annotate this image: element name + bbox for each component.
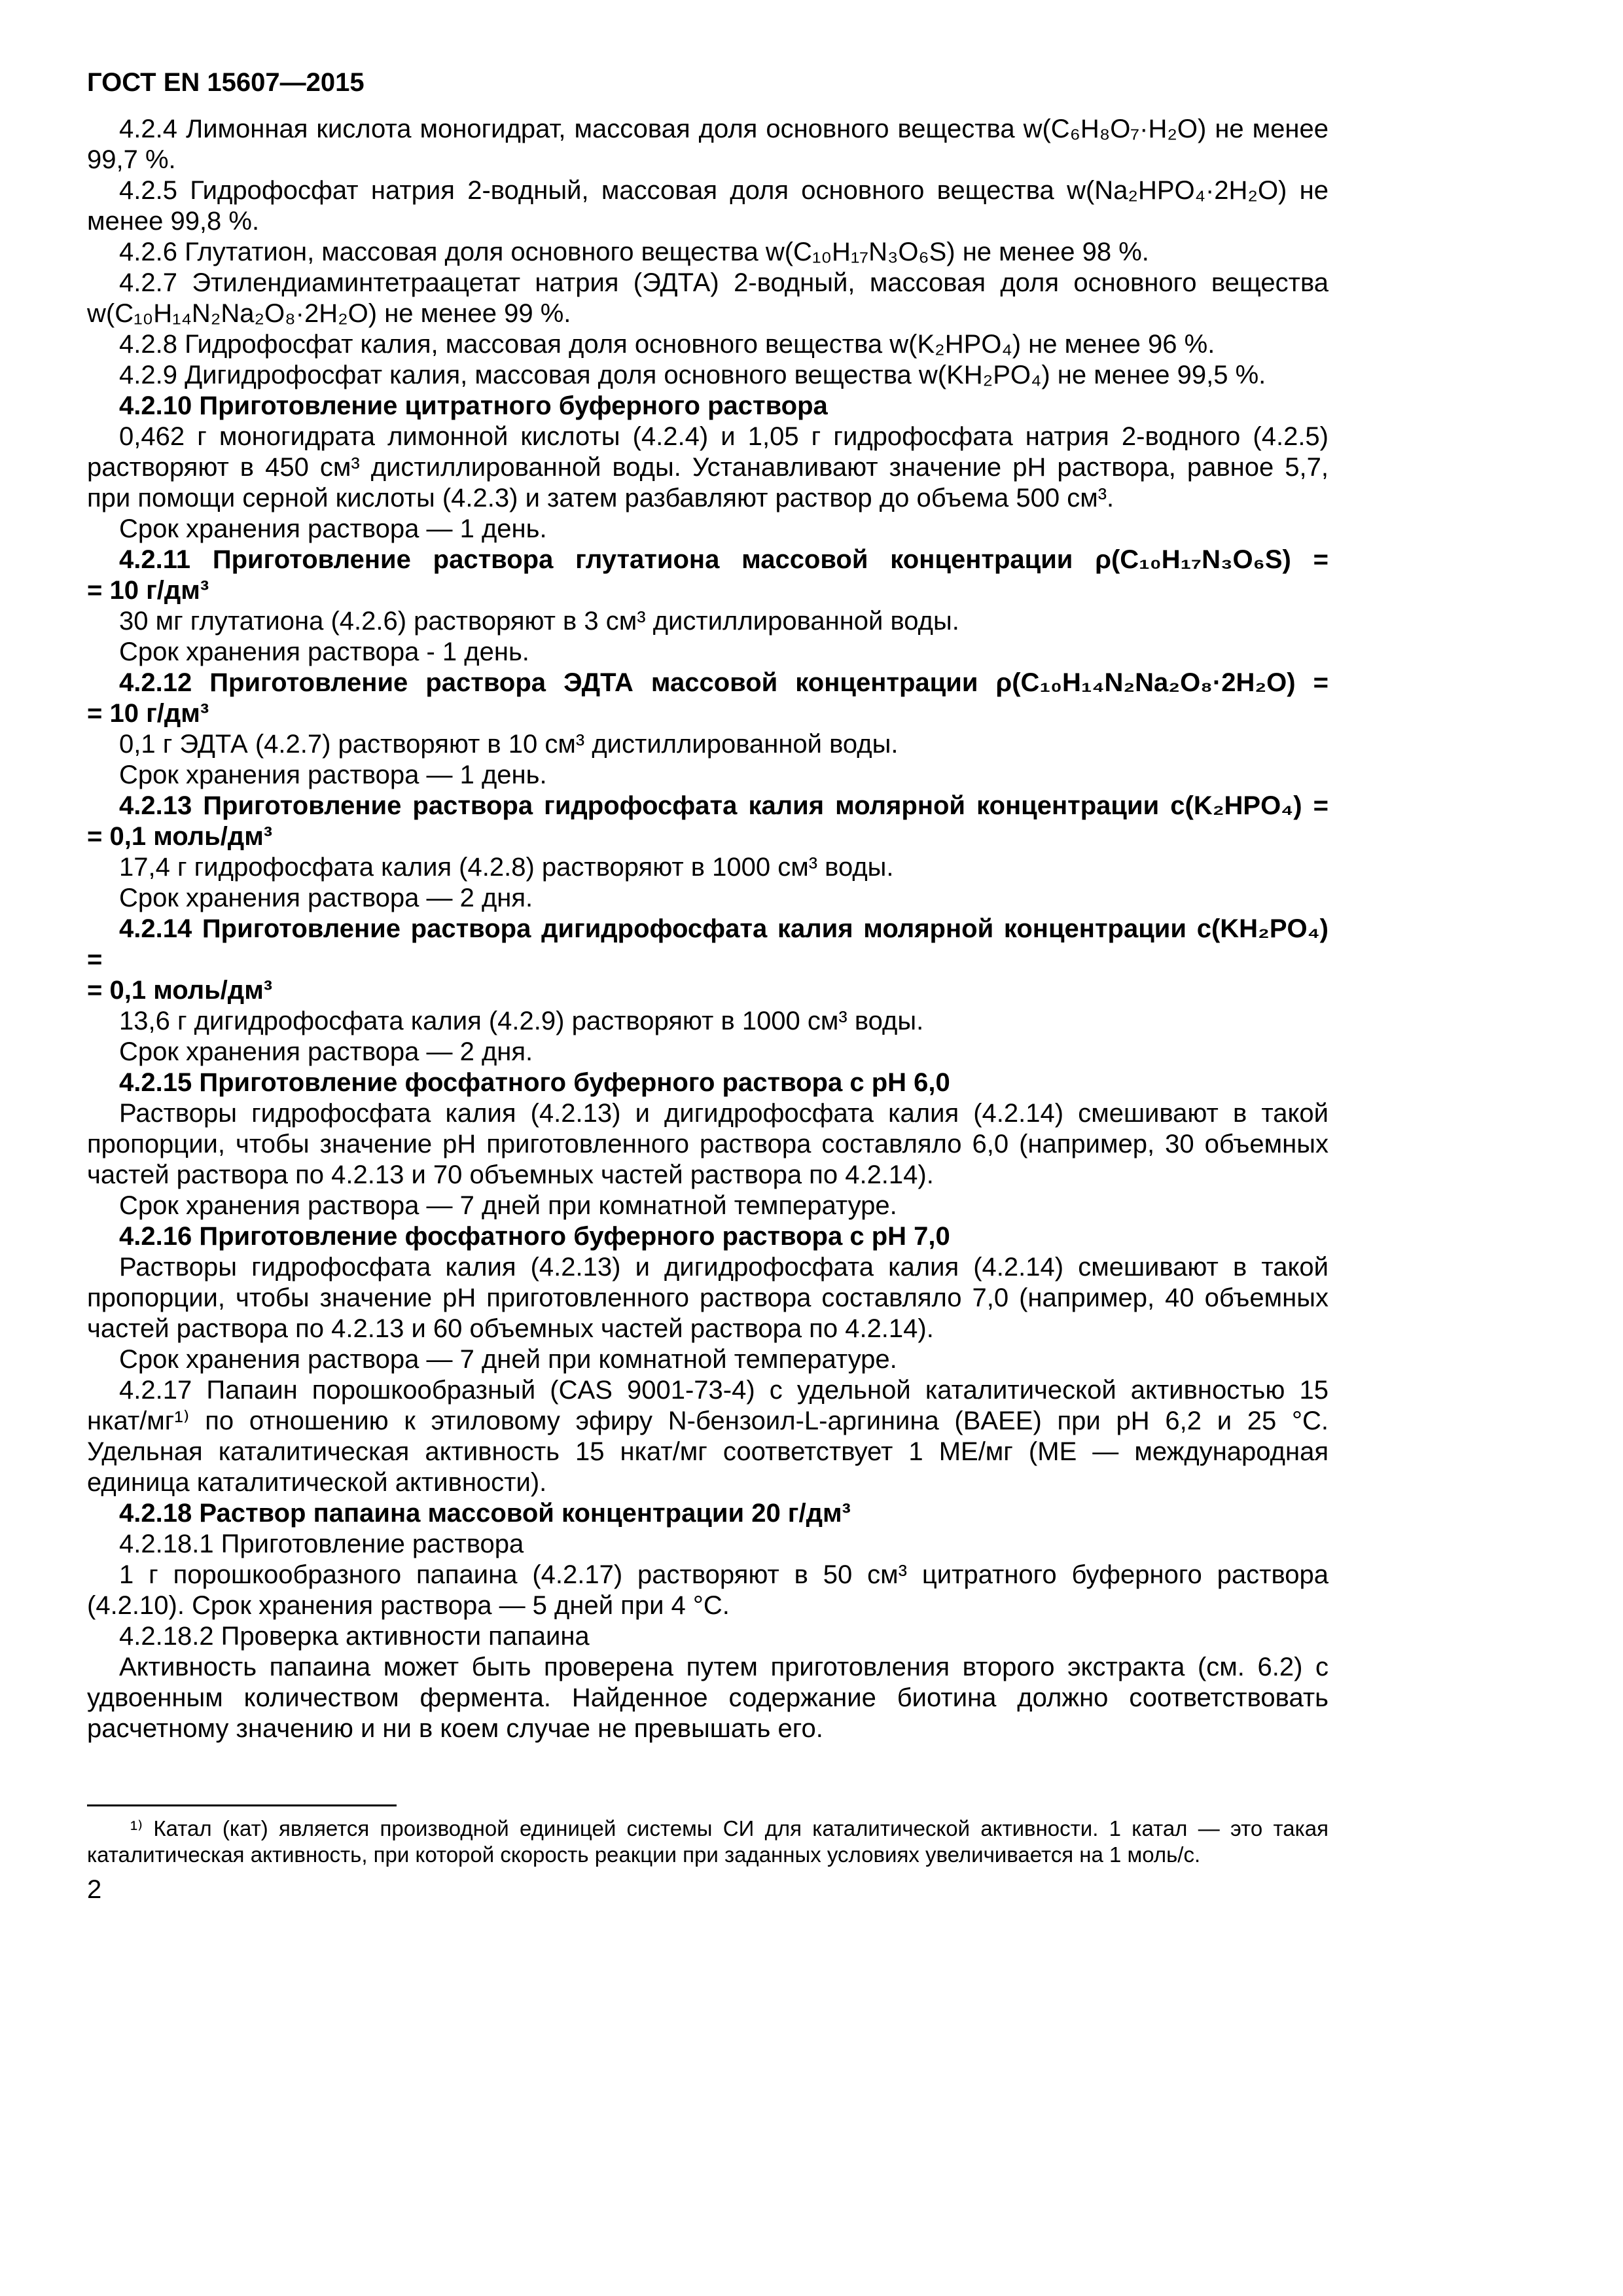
body-paragraph: Срок хранения раствора — 2 дня. bbox=[119, 1037, 533, 1066]
body-paragraph: Растворы гидрофосфата калия (4.2.13) и дигидрофосфата калия (4.2.14) смешивают в такой пропорции, чтобы значение pH приготовленного раствора составляло 7,0 (например, 40 объемных частей раствора по 4.2.13 и 60 объемных частей раствора по 4.2.14). bbox=[87, 1253, 1329, 1343]
heading-line-continuation: = 10 г/дм³ bbox=[87, 576, 209, 605]
heading-line-justified: 4.2.13 Приготовление раствора гидрофосфата калия молярной концентрации c(K₂HPO₄) = bbox=[119, 791, 1329, 820]
body-paragraph: 4.2.18.1 Приготовление раствора bbox=[119, 1530, 524, 1558]
body-paragraph: 0,1 г ЭДТА (4.2.7) растворяют в 10 см³ дистиллированной воды. bbox=[119, 730, 899, 759]
heading-line-justified: 4.2.12 Приготовление раствора ЭДТА массовой концентрации ρ(C₁₀H₁₄N₂Na₂O₈·2H₂O) = bbox=[119, 668, 1329, 697]
body-paragraph: 4.2.17 Папаин порошкообразный (CAS 9001-73-4) с удельной каталитической активностью 15 нкат/мг¹⁾ по отношению к этиловому эфиру N-бензоил-L-аргинина (BAEE) при pH 6,2 и 25 °C. Удельная каталитическая активность 15 нкат/мг соответствует 1 МЕ/мг (МЕ — международная единица каталитической активности). bbox=[87, 1376, 1329, 1497]
body-paragraph: 17,4 г гидрофосфата калия (4.2.8) растворяют в 1000 см³ воды. bbox=[119, 853, 894, 882]
paragraph-list bbox=[87, 114, 1329, 1744]
page-number: 2 bbox=[87, 1875, 102, 1904]
body-paragraph: 4.2.18.2 Проверка активности папаина bbox=[119, 1622, 590, 1651]
heading-paragraph: 4.2.18 Раствор папаина массовой концентрации 20 г/дм³ bbox=[119, 1499, 851, 1528]
body-paragraph: Срок хранения раствора — 7 дней при комнатной температуре. bbox=[119, 1345, 897, 1374]
body-paragraph: Срок хранения раствора — 1 день. bbox=[119, 514, 547, 543]
heading-line-justified: 4.2.11 Приготовление раствора глутатиона массовой концентрации ρ(C₁₀H₁₇N₃O₆S) = bbox=[119, 545, 1329, 574]
heading-line-continuation: = 10 г/дм³ bbox=[87, 699, 209, 728]
heading-paragraph bbox=[87, 545, 1329, 606]
heading-paragraph: 4.2.10 Приготовление цитратного буферного раствора bbox=[119, 391, 828, 420]
heading-paragraph bbox=[87, 668, 1329, 729]
heading-paragraph bbox=[87, 914, 1329, 1006]
heading-line-continuation: = 0,1 моль/дм³ bbox=[87, 976, 273, 1005]
heading-paragraph bbox=[87, 791, 1329, 852]
heading-line-continuation: = 0,1 моль/дм³ bbox=[87, 822, 273, 851]
body-paragraph: 13,6 г дигидрофосфата калия (4.2.9) растворяют в 1000 см³ воды. bbox=[119, 1007, 924, 1035]
body-paragraph: 4.2.6 Глутатион, массовая доля основного вещества w(C₁₀H₁₇N₃O₆S) не менее 98 %. bbox=[119, 238, 1149, 266]
footnote-area bbox=[87, 1804, 1329, 1905]
heading-paragraph: 4.2.16 Приготовление фосфатного буферного раствора с pH 7,0 bbox=[119, 1222, 950, 1251]
body-paragraph: Срок хранения раствора — 2 дня. bbox=[119, 884, 533, 912]
body-paragraph: 30 мг глутатиона (4.2.6) растворяют в 3 см³ дистиллированной воды. bbox=[119, 607, 959, 636]
body-paragraph: Срок хранения раствора — 1 день. bbox=[119, 761, 547, 789]
body-paragraph: 4.2.9 Дигидрофосфат калия, массовая доля основного вещества w(KH₂PO₄) не менее 99,5 %. bbox=[119, 361, 1266, 389]
document-content bbox=[87, 67, 1329, 1744]
body-paragraph: 4.2.8 Гидрофосфат калия, массовая доля основного вещества w(K₂HPO₄) не менее 96 %. bbox=[119, 330, 1215, 359]
body-paragraph: 4.2.7 Этилендиаминтетраацетат натрия (ЭДТА) 2-водный, массовая доля основного вещества w(C₁₀H₁₄N₂Na₂O₈·2H₂O) не менее 99 %. bbox=[87, 268, 1329, 328]
heading-paragraph: 4.2.15 Приготовление фосфатного буферного раствора с pH 6,0 bbox=[119, 1068, 950, 1097]
document-header: ГОСТ EN 15607—2015 bbox=[87, 68, 365, 97]
body-paragraph: 1 г порошкообразного папаина (4.2.17) растворяют в 50 см³ цитратного буферного раствора (4.2.10). Срок хранения раствора — 5 дней при 4 °C. bbox=[87, 1560, 1329, 1620]
footnote-divider bbox=[87, 1804, 397, 1806]
body-paragraph: Растворы гидрофосфата калия (4.2.13) и дигидрофосфата калия (4.2.14) смешивают в такой пропорции, чтобы значение pH приготовленного раствора составляло 6,0 (например, 30 объемных частей раствора по 4.2.13 и 70 объемных частей раствора по 4.2.14). bbox=[87, 1099, 1329, 1189]
heading-line-justified: 4.2.14 Приготовление раствора дигидрофосфата калия молярной концентрации c(KH₂PO₄) = bbox=[87, 914, 1329, 974]
body-paragraph: Активность папаина может быть проверена путем приготовления второго экстракта (см. 6.2) с удвоенным количеством фермента. Найденное содержание биотина должно соответствовать расчетному значению и ни в коем случае не превышать его. bbox=[87, 1653, 1329, 1743]
body-paragraph: Срок хранения раствора - 1 день. bbox=[119, 637, 529, 666]
body-paragraph: 0,462 г моногидрата лимонной кислоты (4.2.4) и 1,05 г гидрофосфата натрия 2-водного (4.2.5) растворяют в 450 см³ дистиллированной воды. Устанавливают значение pH раствора, равное 5,7, при помощи серной кислоты (4.2.3) и затем разбавляют раствор до объема 500 см³. bbox=[87, 422, 1329, 512]
body-paragraph: 4.2.4 Лимонная кислота моногидрат, массовая доля основного вещества w(C₆H₈O₇·H₂O) не менее 99,7 %. bbox=[87, 115, 1329, 174]
footnote-text: ¹⁾ Катал (кат) является производной единицей системы СИ для каталитической активности. 1 катал — это такая каталитическая активность, при которой скорость реакции при заданных условиях увеличивается на 1 моль/с. bbox=[87, 1816, 1329, 1867]
body-paragraph: 4.2.5 Гидрофосфат натрия 2-водный, массовая доля основного вещества w(Na₂HPO₄·2H₂O) не менее 99,8 %. bbox=[87, 176, 1329, 236]
body-paragraph: Срок хранения раствора — 7 дней при комнатной температуре. bbox=[119, 1191, 897, 1220]
